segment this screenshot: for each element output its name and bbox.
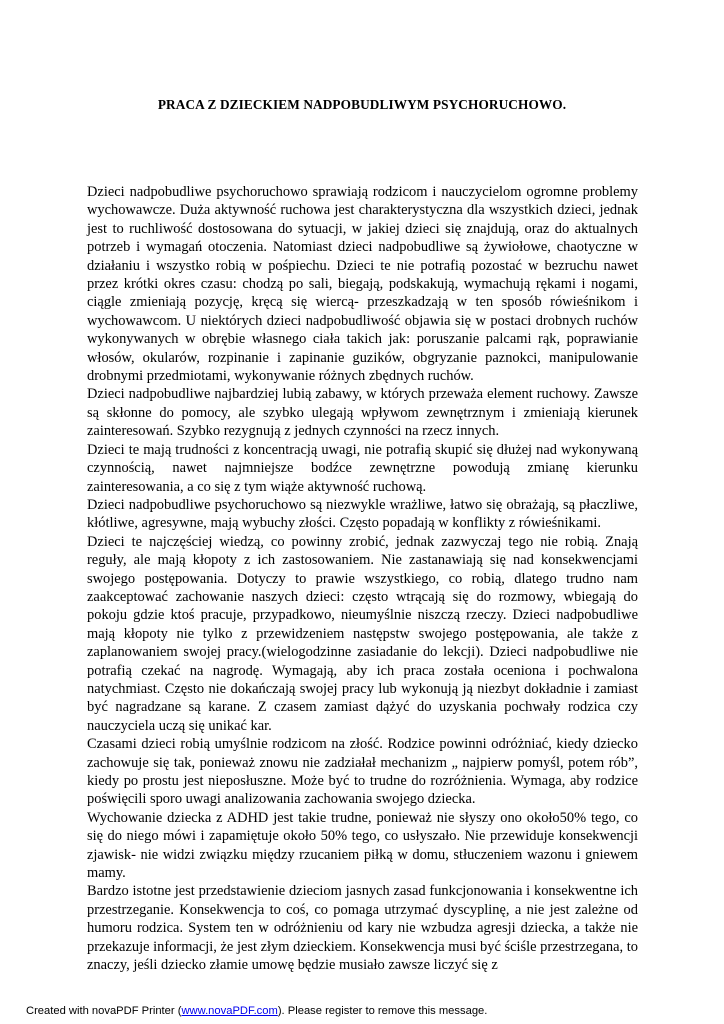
footer-suffix: ). Please register to remove this message. <box>277 1005 488 1017</box>
document-body <box>87 183 638 974</box>
paragraph-1: Dzieci nadpobudliwe psychoruchowo sprawiają rodzicom i nauczycielom ogromne problemy wychowawcze. Duża aktywność ruchowa jest charakterystyczna dla wszystkich dzieci, jednak jest to ruchliwość dostosowana do sytuacji, w jakiej dzieci się znajdują, oraz do aktualnych potrzeb i wymagań otoczenia. Natomiast dzieci nadpobudliwe są żywiołowe, chaotyczne w działaniu i wszystko robią w pośpiechu. Dzieci te nie potrafią pozostać w bezruchu nawet przez krótki okres czasu: chodzą po sali, biegają, podskakują, wymachują rękami i nogami, ciągle zmieniają pozycję, kręcą się wiercą- przeszkadzają w ten sposób rówieśnikom i wychowawcom. U niektórych dzieci nadpobudliwość objawia się w postaci drobnych ruchów wykonywanych w obrębie własnego ciała takich jak: poruszanie palcami rąk, poprawianie włosów, okularów, rozpinanie i zapinanie guzików, obgryzanie paznokci, manipulowanie drobnymi przedmiotami, wykonywanie różnych zbędnych ruchów. <box>87 184 638 385</box>
paragraph-8: Bardzo istotne jest przedstawienie dzieciom jasnych zasad funkcjonowania i konsekwentne ich przestrzeganie. Konsekwencja to coś, co pomaga utrzymać dyscyplinę, a nie jest zależne od humoru rodzica. System ten w odróżnieniu od kary nie wzbudza agresji dziecka, a także nie przekazuje informacji, że jest złym dzieckiem. Konsekwencja musi być ściśle przestrzegana, to znaczy, jeśli dziecko złamie umowę będzie musiało zawsze liczyć się z <box>87 883 638 974</box>
paragraph-6: Czasami dzieci robią umyślnie rodzicom na złość. Rodzice powinni odróżniać, kiedy dziecko zachowuje się tak, ponieważ znowu nie zadziałał mechanizm „ najpierw pomyśl, potem rób”, kiedy po prostu jest nieposłuszne. Może być to trudne do rozróżnienia. Wymaga, aby rodzice poświęcili sporo uwagi analizowania zachowania swojego dziecka. <box>87 736 638 808</box>
paragraph-5: Dzieci te najczęściej wiedzą, co powinny zrobić, jednak zazwyczaj tego nie robią. Znają reguły, ale mają kłopoty z ich zastosowaniem. Nie zastanawiają się nad konsekwencjami swojego postępowania. Dotyczy to prawie wszystkiego, co robią, dlatego trudno nam zaakceptować zachowanie naszych dzieci: często wtrącają się do rozmowy, wbiegają do pokoju gdzie ktoś pracuje, przypadkowo, nieumyślnie niszczą rzeczy. Dzieci nadpobudliwe mają kłopoty nie tylko z przewidzeniem następstw swojego postępowania, ale także z zaplanowaniem swojej pracy.(wielogodzinne zasiadanie do lekcji). Dzieci nadpobudliwe nie potrafią czekać na nagrodę. Wymagają, aby ich praca została oceniona i pochwalona natychmiast. Często nie dokańczają swojej pracy lub wykonują ją niezbyt dokładnie i zamiast być nagradzane są karane. Z czasem zamiast dążyć do uzyskania pochwały rodzica czy nauczyciela uczą się unikać kar. <box>87 533 638 734</box>
paragraph-2: Dzieci nadpobudliwe najbardziej lubią zabawy, w których przeważa element ruchowy. Zawsze są skłonne do pomocy, ale szybko ulegają wpływom zewnętrznym i zmieniają kierunek zainteresowań. Szybko rezygnują z jednych czynności na rzecz innych. <box>87 386 638 440</box>
watermark-footer <box>26 1005 487 1017</box>
footer-prefix: Created with novaPDF Printer ( <box>26 1005 182 1017</box>
paragraph-4: Dzieci nadpobudliwe psychoruchowo są niezwykle wrażliwe, łatwo się obrażają, są płaczliwe, kłótliwe, agresywne, mają wybuchy złości. Często popadają w konflikty z rówieśnikami. <box>87 496 638 532</box>
paragraph-3: Dzieci te mają trudności z koncentracją uwagi, nie potrafią skupić się dłużej nad wykonywaną czynnością, nawet najmniejsze bodźce zewnętrzne powodują zmianę kierunku zainteresowania, a co się z tym wiąże aktywność ruchową. <box>87 441 638 495</box>
novapdf-link[interactable]: www.novaPDF.com <box>181 1005 278 1017</box>
paragraph-7: Wychowanie dziecka z ADHD jest takie trudne, ponieważ nie słyszy ono około50% tego, co się do niego mówi i zapamiętuje około 50% tego, co usłyszało. Nie przewiduje konsekwencji zjawisk- nie widzi związku między rzucaniem piłką w domu, stłuczeniem wazonu i gniewem mamy. <box>87 809 638 882</box>
document-title: PRACA Z DZIECKIEM NADPOBUDLIWYM PSYCHORUCHOWO. <box>157 97 567 112</box>
